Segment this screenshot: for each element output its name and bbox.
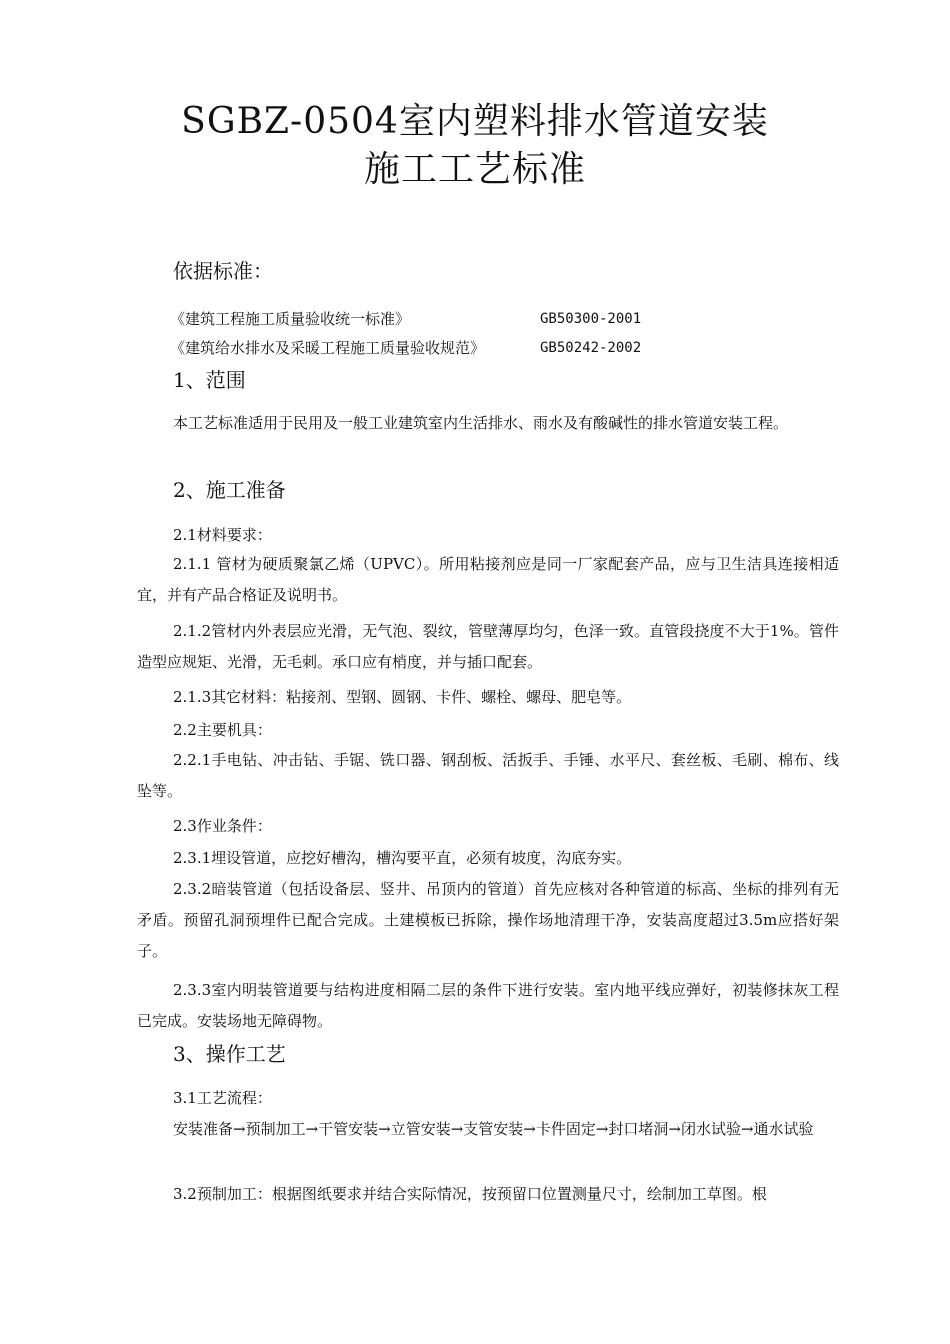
- standard-name-1: 《建筑工程施工质量验收统一标准》: [170, 310, 411, 328]
- standard-code-2: GB50242-2002: [540, 340, 642, 356]
- paragraph-2-2-1: 2.2.1手电钻、冲击钻、手锯、铣口器、钢刮板、活扳手、手锤、水平尺、套丝板、毛刷、棉布、线坠等。: [137, 751, 839, 800]
- main-tools-heading: 2.2主要机具：: [173, 721, 272, 739]
- document-title-line-2: 施工工艺标准: [363, 149, 586, 190]
- material-requirements-heading: 2.1材料要求：: [173, 526, 272, 544]
- section-1-heading: 1、范围: [173, 368, 246, 392]
- standard-code-1: GB50300-2001: [540, 311, 642, 327]
- process-flow-text: 安装准备→预制加工→干管安装→立管安装→支管安装→卡件固定→封口堵洞→闭水试验→通水试验: [173, 1120, 814, 1138]
- paragraph-2-1-3: 2.1.3其它材料：粘接剂、型钢、圆钢、卡件、螺栓、螺母、肥皂等。: [173, 688, 632, 706]
- paragraph-2-1-1: 2.1.1 管材为硬质聚氯乙烯（UPVC）。所用粘接剂应是同一厂家配套产品，应与卫生洁具连接相适宜，并有产品合格证及说明书。: [137, 555, 839, 604]
- section-2-heading: 2、施工准备: [173, 478, 286, 502]
- process-flow-heading: 3.1工艺流程：: [173, 1089, 272, 1107]
- standard-name-2: 《建筑给水排水及采暖工程施工质量验收规范》: [170, 339, 486, 357]
- paragraph-2-1-2: 2.1.2管材内外表层应光滑，无气泡、裂纹，管壁薄厚均匀，色泽一致。直管段挠度不大于1%。管件造型应规矩、光滑，无毛刺。承口应有梢度，并与插口配套。: [137, 622, 839, 671]
- paragraph-2-3-1: 2.3.1埋设管道，应挖好槽沟，槽沟要平直，必须有坡度，沟底夯实。: [173, 849, 632, 867]
- paragraph-2-3-2: 2.3.2暗装管道（包括设备层、竖井、吊顶内的管道）首先应核对各种管道的标高、坐标的排列有无矛盾。预留孔洞预埋件已配合完成。土建模板已拆除，操作场地清理干净，安装高度超过3.5m应搭好架子。: [137, 880, 839, 960]
- paragraph-3-2: 3.2预制加工：根据图纸要求并结合实际情况，按预留口位置测量尺寸，绘制加工草图。根: [173, 1185, 767, 1203]
- paragraph-2-3-3: 2.3.3室内明装管道要与结构进度相隔二层的条件下进行安装。室内地平线应弹好，初装修抹灰工程已完成。安装场地无障碍物。: [137, 981, 839, 1030]
- work-conditions-heading: 2.3作业条件：: [173, 817, 272, 835]
- section-1-text: 本工艺标准适用于民用及一般工业建筑室内生活排水、雨水及有酸碱性的排水管道安装工程。: [173, 414, 789, 432]
- document-title-line-1: SGBZ-0504室内塑料排水管道安装: [181, 101, 769, 142]
- basis-heading: 依据标准：: [173, 259, 273, 283]
- section-3-heading: 3、操作工艺: [173, 1042, 286, 1066]
